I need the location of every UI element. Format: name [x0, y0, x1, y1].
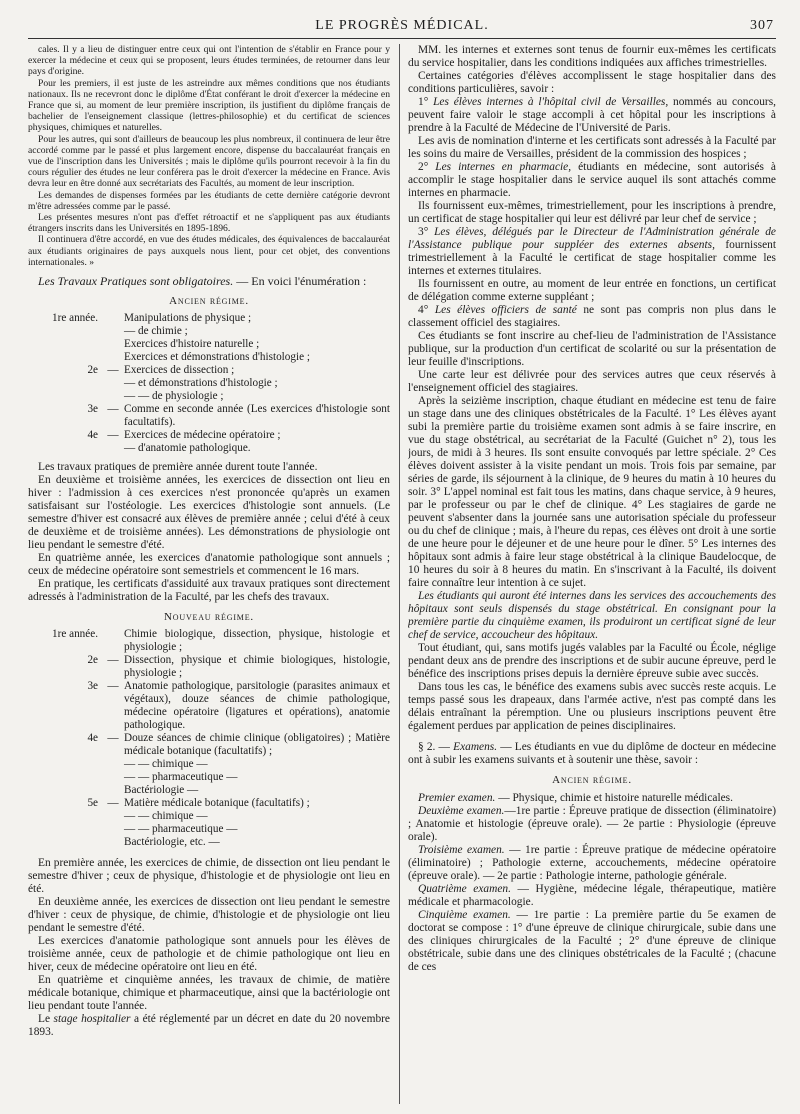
schedule-year: 1re année.: [52, 312, 98, 325]
schedule-year: [28, 442, 102, 455]
paragraph: En quatrième et cinquième années, les travaux de chimie, de matière médicale botanique, chimique et pharmaceutique, ainsi que la bactériologie ont lieu pendant toute l'année.: [28, 974, 390, 1013]
schedule-year: 3e: [87, 403, 98, 416]
schedule-dash: —: [107, 654, 119, 667]
schedule-row: [28, 338, 390, 351]
schedule-row: [28, 442, 390, 455]
schedule-row: [28, 758, 390, 771]
exam-entry: [408, 909, 776, 974]
schedule-text: — — pharmaceutique —: [124, 823, 238, 836]
schedule-text: Manipulations de physique ;: [124, 312, 252, 325]
italic-run: Les étudiants qui auront été internes dans les services des accouchements des hôpitaux sont seuls dispensés du stage obstétrical. En consignant pour la première partie du cinquième examen, ils produiront un certificat signé de leur chef de service, accoucheur des hôpitaux.: [408, 590, 776, 641]
schedule-row: [28, 312, 390, 325]
schedule-text: Bactériologie —: [124, 784, 199, 797]
list-item: [408, 226, 776, 278]
schedule-text: Exercices et démonstrations d'histologie ;: [124, 351, 310, 364]
schedule-text: Anatomie pathologique, parsitologie (parasites animaux et végétaux), douze séances de chimie pathologique, médecine opératoire (ligatures et opérations), anatomie pathologique.: [124, 680, 390, 732]
schedule-row: [28, 364, 390, 377]
text-run: nommés au concours, peuvent faire valoir le stage accompli à cet hôpital pour les inscriptions à prendre à la Faculté de Médecine de l'Université de Paris.: [408, 96, 776, 134]
text-run: Le: [38, 1013, 54, 1026]
schedule-dash: [102, 312, 124, 325]
schedule-year: [28, 338, 102, 351]
exam-label: Quatrième examen.: [418, 883, 511, 895]
text-run: étudiants en médecine, sont autorisés à accomplir le stage hospitalier dans le service auquel ils sont attachés comme internes en pharmacie.: [408, 161, 776, 199]
schedule-dash: —: [107, 680, 119, 693]
ancien-regime-schedule: [28, 312, 390, 455]
journal-page: [28, 16, 776, 1104]
schedule-dash: [102, 823, 124, 836]
schedule-row: [28, 771, 390, 784]
paragraph: Ces étudiants se font inscrire au chef-lieu de l'administration de l'Assistance publique, sur la production d'un certificat de scolarité ou sur la présentation de leur feuille d'inscriptions.: [408, 330, 776, 368]
schedule-year: [28, 810, 102, 823]
schedule-text: Chimie biologique, dissection, physique, histologie et physiologie ;: [124, 628, 390, 654]
paragraph: Tout étudiant, qui, sans motifs jugés valables par la Faculté ou École, néglige pendant deux ans de prendre des inscriptions et de subir aucune épreuve, perd le bénéfice des inscriptions prises depuis la dernière épreuve subie avec succès.: [408, 642, 776, 680]
schedule-row: [28, 784, 390, 797]
schedule-row: [28, 628, 390, 654]
text-run: — Les étudiants en vue du diplôme de docteur en médecine ont à subir les examens suivants et à soutenir une thèse, savoir :: [408, 741, 776, 766]
text-run: a été réglementé par un décret en date du 20 novembre 1893.: [28, 1013, 390, 1039]
paragraph: Une carte leur est délivrée pour des services autres que ceux réservés à l'enseignement officiel des stagiaires.: [408, 369, 776, 394]
paragraph: Ils fournissent eux-mêmes, trimestriellement, pour les inscriptions à prendre, un certificat de stage hospitalier qui leur est délivré par leur chef de service ;: [408, 200, 776, 225]
schedule-text: — d'anatomie pathologique.: [124, 442, 251, 455]
italic-run: Les élèves, délégués par le Directeur de l'Administration générale de l'Assistance publique pour suppléer des externes absents,: [408, 226, 776, 251]
schedule-dash: [102, 784, 124, 797]
schedule-text: — de chimie ;: [124, 325, 188, 338]
travaux-lead: [28, 274, 390, 288]
schedule-year: 4e: [87, 732, 98, 745]
schedule-dash: [102, 836, 124, 849]
schedule-row: [28, 836, 390, 849]
exam-text: — Hygiène, médecine légale, thérapeutique, matière médicale et pharmacologie.: [408, 883, 776, 908]
paragraph: Pour les premiers, il est juste de les astreindre aux mêmes conditions que nos étudiants nationaux. Ils ne recevront donc le diplôme d'État conférant le droit d'exercer la médecine en France que si, au moment de leur première inscription, ils justifient du diplôme français de bachelier de l'enseignement classique (lettres-philosophie) et du certificat de sciences physiques, chimiques et naturelles.: [28, 77, 390, 134]
schedule-year: 1re année.: [52, 628, 98, 641]
schedule-text: Dissection, physique et chimie biologiques, histologie, physiologie ;: [124, 654, 390, 680]
exam-text: —1re partie : Épreuve pratique de dissection (éliminatoire) ; Anatomie et histologie (épreuve orale). — 2e partie : Physiologie (épreuve orale).: [408, 805, 776, 843]
italic-run: Les élèves officiers de santé: [434, 304, 577, 316]
schedule-row: [28, 351, 390, 364]
schedule-dash: [102, 442, 124, 455]
lead-rest: — En voici l'énumération :: [233, 274, 367, 289]
italic-run: Les internes en pharmacie,: [435, 161, 572, 173]
section-heading-ancien-exams: Ancien régime.: [552, 774, 632, 786]
right-column: [408, 44, 776, 1104]
schedule-dash: [102, 325, 124, 338]
schedule-year: [28, 758, 102, 771]
paragraph: En première année, les exercices de chimie, de dissection ont lieu pendant le semestre d'hiver ; ceux de physique, d'histologie et de physiologie ont lieu en été.: [28, 857, 390, 896]
schedule-row: [28, 377, 390, 390]
list-item: [408, 304, 776, 330]
schedule-dash: [102, 377, 124, 390]
italic-run: stage hospitalier: [53, 1013, 131, 1026]
schedule-dash: —: [107, 429, 119, 442]
italic-run: Les élèves internes à l'hôpital civil de Versailles,: [433, 96, 669, 108]
schedule-year: [28, 823, 102, 836]
schedule-dash: —: [107, 797, 119, 810]
schedule-dash: [102, 338, 124, 351]
schedule-year: [28, 325, 102, 338]
schedule-year: [28, 377, 102, 390]
schedule-dash: [102, 758, 124, 771]
schedule-row: [28, 680, 390, 732]
schedule-text: Exercices de dissection ;: [124, 364, 235, 377]
lead-italic: Les Travaux Pratiques sont obligatoires.: [38, 274, 234, 289]
journal-title: LE PROGRÈS MÉDICAL.: [315, 18, 489, 33]
schedule-year: [28, 390, 102, 403]
schedule-dash: [102, 628, 124, 654]
schedule-row: [28, 797, 390, 810]
exam-label: Premier examen.: [418, 792, 496, 804]
schedule-dash: —: [107, 403, 119, 416]
schedule-dash: —: [107, 364, 119, 377]
schedule-dash: [102, 390, 124, 403]
paragraph: MM. les internes et externes sont tenus de fournir eux-mêmes les certificats du service hospitalier, dans les conditions indiquées aux affiches trimestrielles.: [408, 44, 776, 69]
section-heading-ancien: Ancien régime.: [169, 295, 249, 308]
schedule-text: Comme en seconde année (Les exercices d'histologie sont facultatifs).: [124, 403, 390, 429]
list-item: [408, 96, 776, 135]
paragraph: Après la seizième inscription, chaque étudiant en médecine est tenu de faire un stage dans une des cliniques obstétricales de la Faculté. 1° Les élèves ayant subi la première partie du troisième examen sont admis à se faire inscrire, en vue du stage obstétrical, au secrétariat de la Faculté (Guichet n° 2), tous les jours, de midi à 3 heures. Ils sont ensuite convoqués par lettre spéciale. 2° Ces élèves doivent assister à la visite pendant un mois. Trois fois par semaine, par séries de garde, ils séjournent à la clinique, de 9 heures du matin à 10 heures du soir. 3° L'appel nominal est fait tous les matins, dans chaque service, à 9 heures, par le professeur ou par le chef de clinique. 4° Les stagiaires de garde ne peuvent s'absenter dans la journée sans une autorisation spéciale du professeur ou du chef de clinique ; mais, à l'heure du repas, ces élèves ont droit à une sortie de une heure pour le déjeuner et de une heure pour le dîner. 5° Les internes des hôpitaux sont admis à faire leur stage obstétrical à la clinique Baudelocque, de 10 heures du soir à 8 heures du matin. En s'inscrivant à la Faculté, ils doivent faire connaître leur intention à ce sujet.: [408, 395, 776, 589]
schedule-text: — et démonstrations d'histologie ;: [124, 377, 278, 390]
paragraph: Les travaux pratiques de première année durent toute l'année.: [38, 461, 318, 474]
schedule-dash: [102, 810, 124, 823]
paragraph: cales. Il y a lieu de distinguer entre ceux qui ont l'intention de s'établir en France pour y exercer la médecine et ceux qui se proposent, leurs études terminées, de retourner dans leur pays d'origine.: [28, 44, 390, 78]
text-run: ne sont pas compris non plus dans le classement officiel des stagiaires.: [408, 304, 776, 329]
schedule-year: [28, 836, 102, 849]
italic-paragraph: [408, 590, 776, 642]
item-number: 1°: [418, 96, 434, 108]
section-heading-nouveau: Nouveau régime.: [164, 611, 254, 624]
exam-label: Cinquième examen.: [418, 909, 511, 921]
schedule-year: 2e: [87, 364, 98, 377]
schedule-row: [28, 810, 390, 823]
schedule-row: [28, 325, 390, 338]
end-text: [28, 857, 390, 1039]
paragraph: En deuxième et troisième années, les exercices de dissection ont lieu en hiver : l'admission à ces exercices n'est prononcée qu'après un examen satisfaisant sur l'ostéologie. Les exercices d'histologie sont annuels. (Le semestre d'hiver est consacré aux élèves de première année ; celui d'été à ceux de deuxième et de troisième années). Les démonstrations de physiologie ont lieu pendant le semestre d'été.: [28, 474, 390, 552]
exam-label: Troisième examen.: [418, 844, 505, 856]
schedule-dash: [102, 771, 124, 784]
item-number: 2°: [418, 161, 436, 173]
item-number: 3°: [418, 226, 435, 238]
schedule-row: [28, 403, 390, 429]
exam-entry: [408, 883, 776, 909]
schedule-year: [28, 771, 102, 784]
paragraph: Dans tous les cas, le bénéfice des examens subis avec succès reste acquis. Le temps passé sous les drapeaux, dans l'armée active, n'est pas compté dans les délais entraînant la péremption. Une ou plusieurs inscriptions peuvent être également perdues par application de peines disciplinaires.: [408, 681, 776, 732]
column-rule: [399, 44, 400, 1104]
exam-text: — 1re partie : Épreuve pratique de médecine opératoire (éliminatoire) ; Pathologie externe, accouchements, médecine opératoire (épreuve orale). — 2e partie : Pathologie interne, pathologie générale.: [408, 844, 776, 882]
paragraph: Les avis de nomination d'interne et les certificats sont adressés à la Faculté par les soins du maire de Versailles, président de la commission des hospices ;: [408, 135, 776, 160]
schedule-text: — — chimique —: [124, 810, 208, 823]
schedule-text: Matière médicale botanique (facultatifs) ;: [124, 797, 310, 810]
paragraph: Certaines catégories d'élèves accomplissent le stage hospitalier dans des conditions particulières, savoir :: [408, 70, 776, 95]
paragraph: En deuxième année, les exercices de dissection ont lieu pendant le semestre d'hiver : ceux de physique, de chimie, d'histologie et de physiologie ont lieu pendant le semestre d'été.: [28, 896, 390, 935]
schedule-text: — — chimique —: [124, 758, 208, 771]
nouveau-regime-schedule: [28, 628, 390, 849]
schedule-text: Exercices d'histoire naturelle ;: [124, 338, 260, 351]
paragraph: Les demandes de dispenses formées par les étudiants de cette dernière catégorie devront m'être adressées comme par le passé.: [28, 189, 390, 212]
stage-paragraph: [28, 1013, 390, 1039]
schedule-row: [28, 823, 390, 836]
schedule-row: [28, 429, 390, 442]
schedule-year: [28, 784, 102, 797]
exam-label: Deuxième examen.: [418, 805, 505, 817]
schedule-row: [28, 654, 390, 680]
running-head: [28, 16, 776, 39]
schedule-text: Exercices de médecine opératoire ;: [124, 429, 281, 442]
paragraph: Pour les autres, qui sont d'ailleurs de beaucoup les plus nombreux, il continuera de leur être accordé comme par le passé et plus largement encore, dispense du baccalauréat français en vue de l'inscription dans les Universités ; mais le diplôme qu'ils pourront recevoir à la fin du cours régulier des études ne leur conférera pas le droit d'exercer la médecine en France. Avis devra leur en être donné aux secrétariats des Facultés, au moment de leur inscription.: [28, 133, 390, 190]
schedule-dash: —: [107, 732, 119, 745]
schedule-year: 4e: [87, 429, 98, 442]
left-column: [28, 44, 390, 1104]
exam-entry: [408, 805, 776, 844]
schedule-year: [28, 351, 102, 364]
circular-text: [28, 44, 390, 268]
section-2-paragraph: [408, 741, 776, 767]
schedule-year: 2e: [87, 654, 98, 667]
page-number: 307: [750, 18, 774, 33]
paragraph: Les présentes mesures n'ont pas d'effet rétroactif et ne s'appliquent pas aux étudiants étrangers inscrits dans les Universités en 1895-1896.: [28, 212, 390, 235]
schedule-row: [28, 390, 390, 403]
exam-entry: [408, 792, 776, 805]
text-run: § 2. —: [418, 741, 454, 753]
exam-entry: [408, 844, 776, 883]
italic-run: Examens.: [453, 741, 498, 753]
list-item: [408, 161, 776, 200]
text-columns: [28, 44, 776, 1104]
schedule-text: — — pharmaceutique —: [124, 771, 238, 784]
exam-list: [408, 792, 776, 974]
schedule-row: [28, 732, 390, 758]
schedule-year: 5e: [87, 797, 98, 810]
paragraph: En pratique, les certificats d'assiduité aux travaux pratiques sont directement adressés à l'administration de la Faculté, par les chefs des travaux.: [28, 578, 390, 604]
paragraph: Il continuera d'être accordé, en vue des études médicales, des équivalences de baccalauréat aux étudiants originaires de pays auxquels nous lient, pour cet objet, des conventions internationales. »: [28, 234, 390, 268]
middle-text: [28, 461, 390, 604]
exam-text: — 1re partie : La première partie du 5e examen de doctorat se compose : 1° d'une épreuve de clinique chirurgicale, subie dans une des cliniques chirurgicales de la Faculté ; 2° d'une épreuve de clinique obstétricale, subie dans une des cliniques obstétricales de la Faculté ; (chacune de ces: [408, 909, 776, 973]
schedule-text: — — de physiologie ;: [124, 390, 224, 403]
paragraph: En quatrième année, les exercices d'anatomie pathologique sont annuels ; ceux de médecine opératoire sont semestriels et commencent le 16 mars.: [28, 552, 390, 578]
schedule-text: Bactériologie, etc. —: [124, 836, 220, 849]
exam-text: — Physique, chimie et histoire naturelle médicales.: [495, 792, 733, 804]
text-run: fournissent trimestriellement à la Faculté le certificat de stage hospitalier comme les internes et externes titulaires.: [408, 239, 776, 277]
schedule-year: 3e: [87, 680, 98, 693]
item-number: 4°: [418, 304, 435, 316]
paragraph: Ils fournissent en outre, au moment de leur entrée en fonctions, un certificat de délégation comme externe suppléant ;: [408, 278, 776, 303]
schedule-dash: [102, 351, 124, 364]
paragraph: Les exercices d'anatomie pathologique sont annuels pour les élèves de troisième année, ceux de pathologie et de chimie pathologique ont lieu en hiver, ceux de médecine opératoire ont lieu en été.: [28, 935, 390, 974]
schedule-text: Douze séances de chimie clinique (obligatoires) ; Matière médicale botanique (facultatifs) ;: [124, 732, 390, 758]
